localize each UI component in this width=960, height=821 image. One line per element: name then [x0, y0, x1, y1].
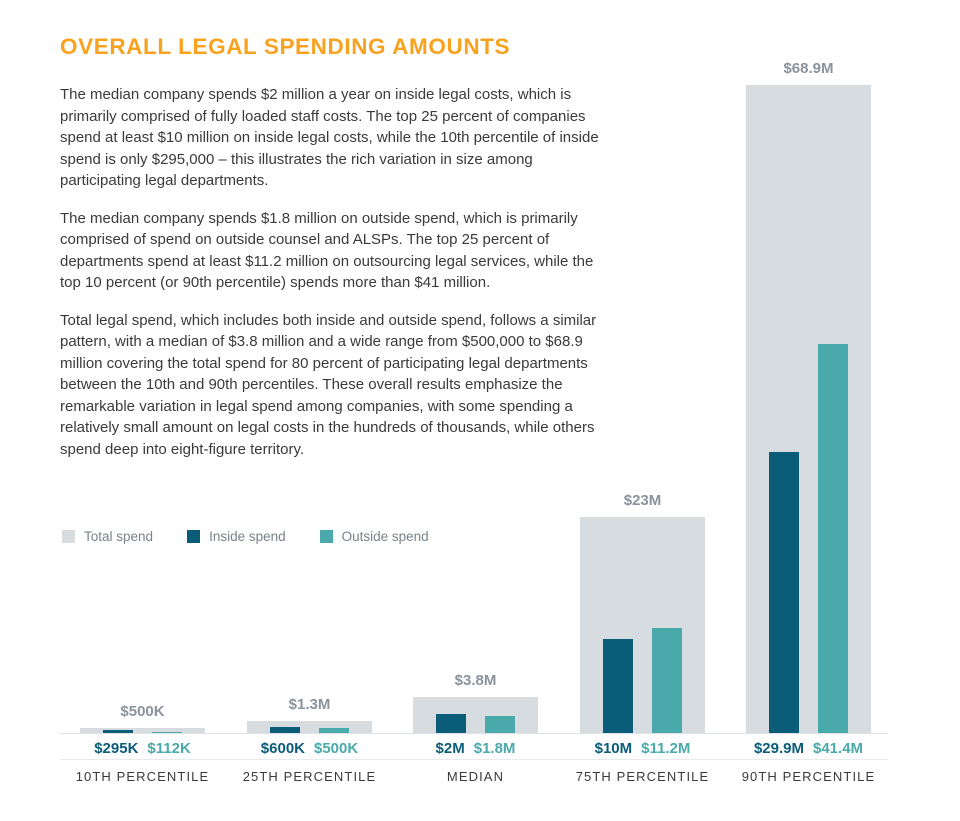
legend-label: Inside spend — [209, 529, 286, 544]
total-spend-value-label: $500K — [120, 703, 165, 720]
inside-spend-bar — [769, 452, 799, 733]
inside-spend-bar — [436, 714, 466, 733]
inside-spend-value-label: $29.9M — [753, 740, 804, 757]
paragraph-inside-spend: The median company spends $2 million a year on inside legal costs, which is primarily comprised of fully loaded staff costs. The top 25 percent of companies spend at least $10 million on inside legal costs, while the 10th percentile of inside spend is only $295,000 – this illustrates the rich variation in size among participating legal departments. — [60, 86, 599, 189]
outside-spend-bar — [485, 716, 515, 733]
value-labels-row — [560, 740, 725, 757]
inside-spend-value-label: $10M — [594, 740, 633, 757]
outside-spend-bar — [652, 628, 682, 733]
inside-spend-value-label: $600K — [260, 740, 305, 757]
outside-spend-value-label: $1.8M — [473, 740, 516, 757]
total-spend-value-label: $1.3M — [288, 696, 331, 713]
legend-label: Total spend — [84, 529, 154, 544]
outside-spend-value-label: $11.2M — [641, 740, 691, 757]
outside-spend-value-label: $112K — [147, 740, 191, 757]
total-spend-value-label: $23M — [623, 492, 662, 509]
inside-spend-bar — [603, 639, 633, 733]
category-label-10th-percentile: 10TH PERCENTILE — [75, 769, 210, 784]
paragraph-total-spend: Total legal spend, which includes both inside and outside spend, follows a similar pattern, with a median of $3.8 million and a wide range from $500,000 to $68.9 million covering the total spend for 80 percent of participating legal departments between the 10th and 90th percentiles. These overall results emphasize the remarkable variation in legal spend among companies, with some spending a relatively small amount on legal costs in the hundreds of thousands, while others spend deep into eight-figure territory. — [60, 311, 597, 458]
total-spend-bar — [80, 728, 205, 733]
value-labels-row — [726, 740, 891, 757]
page-title: OVERALL LEGAL SPENDING AMOUNTS — [60, 34, 511, 59]
category-label-90th-percentile: 90TH PERCENTILE — [741, 769, 876, 784]
paragraph-outside-spend: The median company spends $1.8 million on outside spend, which is primarily comprised of spend on outside counsel and ALSPs. The top 25 percent of departments spend at least $11.2 million on outsourcing legal services, while the top 10 percent (or 90th percentile) spends more than $41 million. — [60, 209, 594, 291]
chart-group-10th-percentile — [60, 0, 225, 821]
inside-spend-value-label: $2M — [435, 740, 465, 757]
category-label-median: MEDIAN — [446, 769, 505, 784]
outside-spend-value-label: $500K — [314, 740, 359, 757]
total-spend-bar — [247, 721, 372, 733]
chart-group-median — [393, 0, 558, 821]
outside-spend-value-label: $41.4M — [813, 740, 864, 757]
category-label-25th-percentile: 25TH PERCENTILE — [242, 769, 377, 784]
outside-spend-bar — [152, 732, 182, 733]
legend-label: Outside spend — [341, 529, 429, 544]
value-labels-row — [60, 740, 225, 757]
value-labels-row — [227, 740, 392, 757]
value-labels-row — [393, 740, 558, 757]
total-spend-value-label: $68.9M — [783, 60, 834, 77]
outside-spend-bar — [818, 344, 848, 733]
inside-spend-bar — [270, 727, 300, 733]
total-spend-bar — [580, 517, 705, 733]
chart-group-25th-percentile — [227, 0, 392, 821]
chart-group-75th-percentile — [560, 0, 725, 821]
total-spend-bar — [746, 85, 871, 733]
inside-spend-value-label: $295K — [94, 740, 139, 757]
total-spend-bar — [413, 697, 538, 733]
chart-group-90th-percentile — [726, 0, 891, 821]
inside-spend-bar — [103, 730, 133, 733]
category-label-75th-percentile: 75TH PERCENTILE — [575, 769, 710, 784]
total-spend-value-label: $3.8M — [454, 672, 497, 689]
outside-spend-bar — [319, 728, 349, 733]
